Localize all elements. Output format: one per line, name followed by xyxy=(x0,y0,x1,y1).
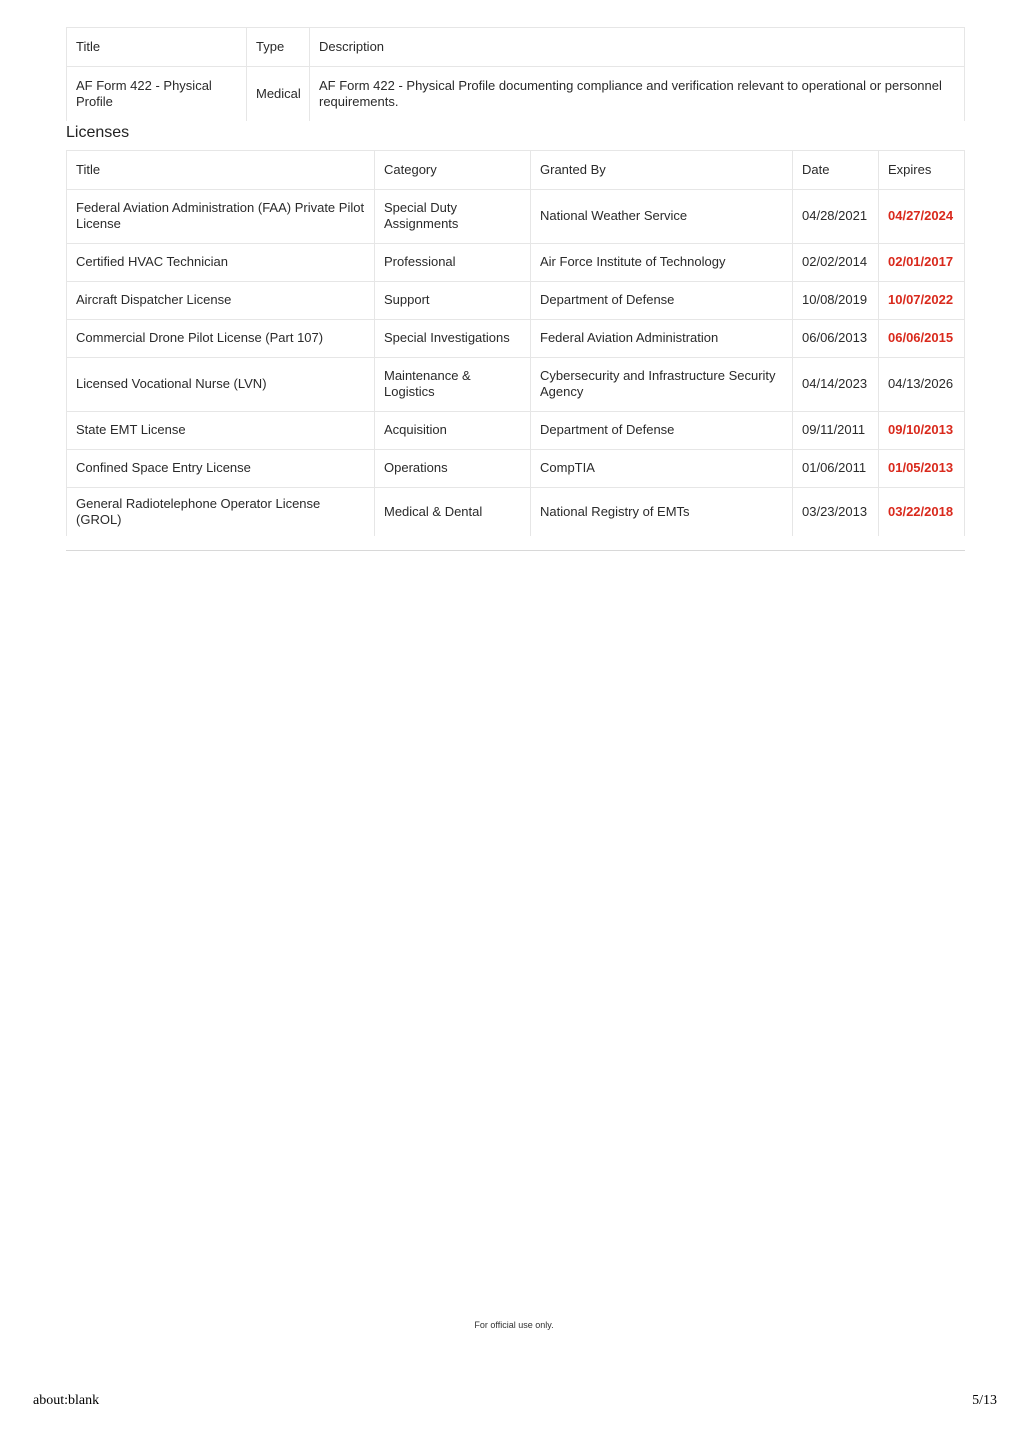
license-granted-by: Cybersecurity and Infrastructure Security Agency xyxy=(531,357,793,411)
license-date: 03/23/2013 xyxy=(793,487,879,536)
documents-row xyxy=(67,67,965,121)
license-category: Special Duty Assignments xyxy=(375,189,531,243)
license-expires: 03/22/2018 xyxy=(879,487,965,536)
license-category: Operations xyxy=(375,449,531,487)
license-title: Confined Space Entry License xyxy=(67,449,375,487)
license-title: Certified HVAC Technician xyxy=(67,243,375,281)
license-expires: 01/05/2013 xyxy=(879,449,965,487)
license-row xyxy=(67,411,965,449)
license-date: 02/02/2014 xyxy=(793,243,879,281)
print-page-number: 5/13 xyxy=(972,1393,997,1408)
license-granted-by: National Weather Service xyxy=(531,189,793,243)
license-granted-by: Air Force Institute of Technology xyxy=(531,243,793,281)
document-title: AF Form 422 - Physical Profile xyxy=(67,67,247,121)
documents-header-row xyxy=(67,28,965,67)
license-date: 01/06/2011 xyxy=(793,449,879,487)
licenses-section-title: Licenses xyxy=(66,123,130,141)
license-row xyxy=(67,281,965,319)
license-row xyxy=(67,487,965,536)
license-title: General Radiotelephone Operator License (GROL) xyxy=(67,487,375,536)
license-title: Aircraft Dispatcher License xyxy=(67,281,375,319)
license-category: Maintenance & Logistics xyxy=(375,357,531,411)
licenses-table xyxy=(66,150,965,536)
license-granted-by: Department of Defense xyxy=(531,281,793,319)
license-granted-by: National Registry of EMTs xyxy=(531,487,793,536)
license-title: Licensed Vocational Nurse (LVN) xyxy=(67,357,375,411)
license-expires: 06/06/2015 xyxy=(879,319,965,357)
license-row xyxy=(67,449,965,487)
license-expires: 04/13/2026 xyxy=(879,357,965,411)
document-type: Medical xyxy=(247,67,310,121)
license-expires: 04/27/2024 xyxy=(879,189,965,243)
licenses-header-category: Category xyxy=(375,150,531,189)
licenses-header-date: Date xyxy=(793,150,879,189)
documents-table xyxy=(66,27,965,121)
license-expires: 10/07/2022 xyxy=(879,281,965,319)
license-date: 04/28/2021 xyxy=(793,189,879,243)
license-row xyxy=(67,357,965,411)
document-description: AF Form 422 - Physical Profile documenting compliance and verification relevant to operational or personnel requirements. xyxy=(310,67,965,121)
license-granted-by: CompTIA xyxy=(531,449,793,487)
license-date: 06/06/2013 xyxy=(793,319,879,357)
licenses-header-granted-by: Granted By xyxy=(531,150,793,189)
license-title: Commercial Drone Pilot License (Part 107) xyxy=(67,319,375,357)
licenses-header-expires: Expires xyxy=(879,150,965,189)
documents-header-description: Description xyxy=(310,28,965,67)
license-expires: 02/01/2017 xyxy=(879,243,965,281)
license-category: Medical & Dental xyxy=(375,487,531,536)
documents-header-type: Type xyxy=(247,28,310,67)
page-content xyxy=(66,27,965,551)
footer-note: For official use only. xyxy=(474,1320,554,1330)
license-granted-by: Department of Defense xyxy=(531,411,793,449)
documents-header-title: Title xyxy=(67,28,247,67)
license-row xyxy=(67,243,965,281)
licenses-header-row xyxy=(67,150,965,189)
license-granted-by: Federal Aviation Administration xyxy=(531,319,793,357)
print-url: about:blank xyxy=(33,1393,100,1408)
license-category: Acquisition xyxy=(375,411,531,449)
license-title: State EMT License xyxy=(67,411,375,449)
license-row xyxy=(67,189,965,243)
license-date: 09/11/2011 xyxy=(793,411,879,449)
license-date: 04/14/2023 xyxy=(793,357,879,411)
license-date: 10/08/2019 xyxy=(793,281,879,319)
license-category: Professional xyxy=(375,243,531,281)
licenses-header-title: Title xyxy=(67,150,375,189)
license-title: Federal Aviation Administration (FAA) Private Pilot License xyxy=(67,189,375,243)
section-divider xyxy=(66,550,965,551)
license-category: Support xyxy=(375,281,531,319)
license-row xyxy=(67,319,965,357)
license-category: Special Investigations xyxy=(375,319,531,357)
license-expires: 09/10/2013 xyxy=(879,411,965,449)
